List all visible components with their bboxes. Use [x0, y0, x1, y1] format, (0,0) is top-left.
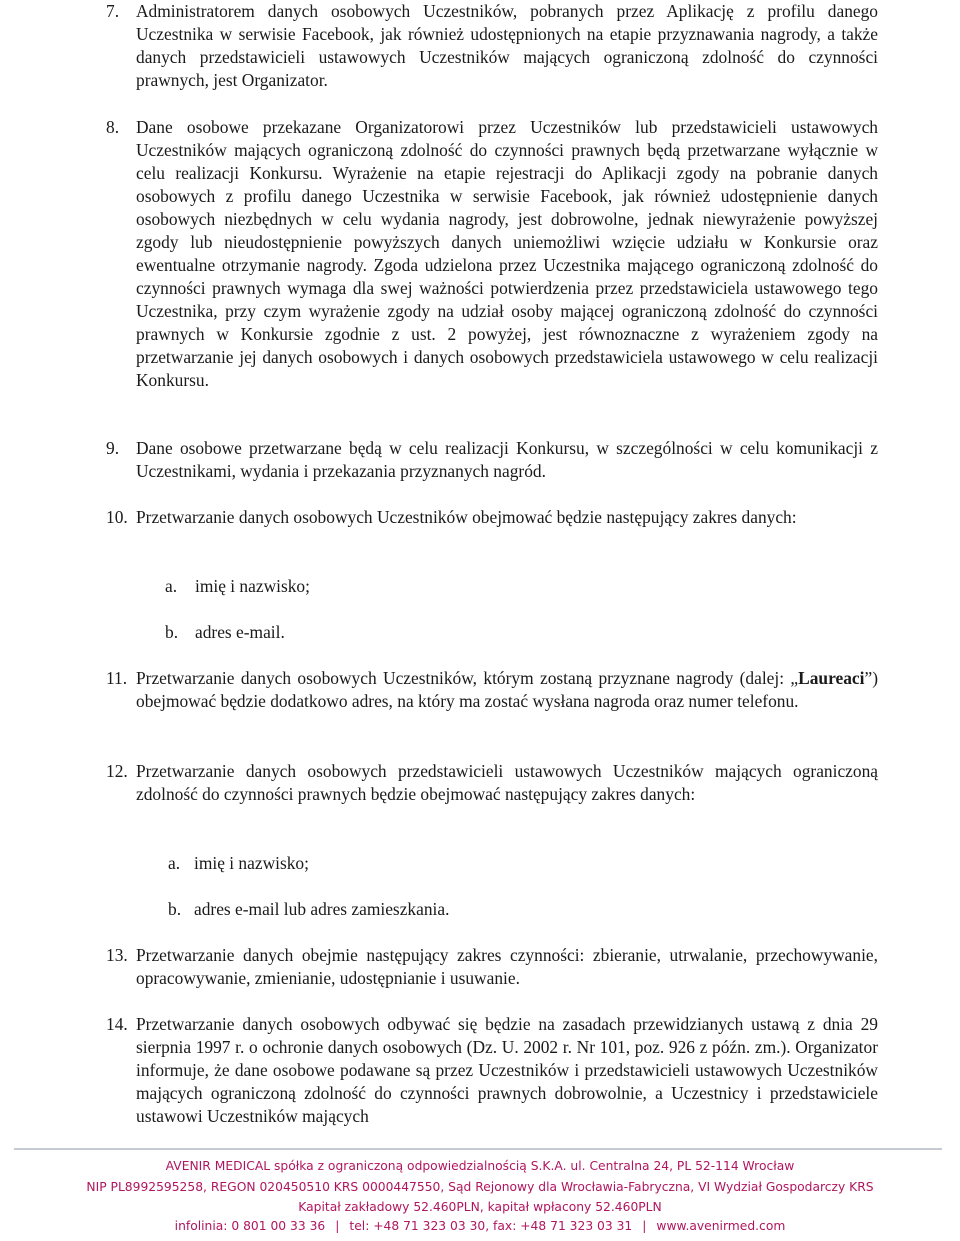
- paragraph-text: Przetwarzanie danych osobowych Uczestników obejmować będzie następujący zakres danych:: [136, 507, 797, 527]
- paragraph-text: Przetwarzanie danych osobowych odbywać się będzie na zasadach przewidzianych ustawą z dnia 29 sierpnia 1997 r. o ochronie danych osobowych (Dz. U. 2002 r. Nr 101, poz. 926 z późn. zm.). Organizator informuje, że dane osobowe podawane są przez Uczestników i przedstawicieli ustawowych Uczestników mających ograniczoną zdolność do czynności prawnych dobrowolnie, a Uczestnicy i przedstawiciele ustawowi Uczestników mających: [136, 1014, 878, 1126]
- paragraph-text-before: Przetwarzanie danych osobowych Uczestników, którym zostaną przyznane nagrody (dalej: „: [136, 668, 799, 688]
- paragraph-text: Przetwarzanie danych osobowych przedstawicieli ustawowych Uczestników mających ograniczoną zdolność do czynności prawnych będzie obejmować następujący zakres danych:: [136, 761, 878, 804]
- paragraph-number: 8.: [106, 117, 120, 137]
- paragraph-text: Dane osobowe przekazane Organizatorowi przez Uczestników lub przedstawicieli ustawowych Uczestników mających ograniczoną zdolność do czynności prawnych będą przetwarzane wyłącznie w celu realizacji Konkursu. Wyrażenie na etapie rejestracji do Aplikacji zgody na pobranie danych osobowych z profilu danego Uczestnika w serwisie Facebook, jak również udostępnienie danych osobowych niezbędnych w celu wydania nagrody, jest dobrowolne, jednak niewyrażenie powyższej zgody lub nieudostępnienie powyższych danych uniemożliwi wzięcie udziału w Konkursie oraz ewentualne otrzymanie nagrody. Zgoda udzielona przez Uczestnika mającego ograniczoną zdolność do czynności prawnych wymaga dla swej ważności potwierdzenia przez przedstawiciela ustawowego tego Uczestnika, przy czym wyrażenie zgody na udział osoby mającej ograniczoną zdolność do czynności prawnych w Konkursie zgodnie z ust. 2 powyżej, jest równoznaczne z wyrażeniem zgody na przetwarzanie jej danych osobowych i danych osobowych przedstawiciela ustawowego w celu realizacji Konkursu.: [136, 117, 878, 390]
- paragraph-number: 9.: [106, 438, 120, 458]
- paragraph-number: 13.: [106, 945, 128, 965]
- list-item-text: imię i nazwisko;: [194, 853, 309, 873]
- paragraph-text: Dane osobowe przetwarzane będą w celu realizacji Konkursu, w szczególności w celu komunikacji z Uczestnikami, wydania i przekazania przyznanych nagród.: [136, 438, 878, 481]
- list-item-text: imię i nazwisko;: [195, 576, 310, 596]
- paragraph-text: Administratorem danych osobowych Uczestników, pobranych przez Aplikację z profilu danego Uczestnika w serwisie Facebook, jak również udostępnionych na etapie przyznawania nagrody, a także danych przedstawicieli ustawowych Uczestników mających ograniczoną zdolność do czynności prawnych, jest Organizator.: [136, 1, 878, 90]
- footer-contact-line: [0, 1218, 960, 1234]
- paragraph-number: 14.: [106, 1014, 128, 1034]
- paragraph-number: 12.: [106, 761, 128, 781]
- paragraph-number: 7.: [106, 1, 120, 21]
- footer-registry-line: NIP PL8992595258, REGON 020450510 KRS 0000447550, Sąd Rejonowy dla Wrocławia-Fabryczna, VI Wydział Gospodarczy KRS: [86, 1180, 874, 1194]
- footer-infoline: infolinia: 0 801 00 33 36: [174, 1219, 326, 1233]
- paragraph-text: [136, 667, 878, 713]
- list-item-letter: a.: [165, 576, 178, 596]
- footer-separator: |: [642, 1219, 647, 1233]
- footer-separator: |: [335, 1219, 340, 1233]
- footer-tel-fax: tel: +48 71 323 03 30, fax: +48 71 323 03 31: [349, 1219, 633, 1233]
- list-item-letter: b.: [165, 622, 179, 642]
- paragraph-number: 11.: [106, 668, 128, 688]
- paragraph-text: Przetwarzanie danych obejmie następujący zakres czynności: zbieranie, utrwalanie, przechowywanie, opracowywanie, zmienianie, udostępnianie i usuwanie.: [136, 945, 878, 988]
- list-item-letter: b.: [168, 899, 182, 919]
- paragraph-number: 10.: [106, 507, 128, 527]
- paragraph-text-after: ”) obejmować będzie dodatkowo adres, na który ma zostać wysłana nagroda oraz numer telefonu.: [136, 668, 878, 711]
- footer-capital-line: Kapitał zakładowy 52.460PLN, kapitał wpłacony 52.460PLN: [298, 1200, 662, 1214]
- list-item-text: adres e-mail.: [195, 622, 285, 642]
- list-item-letter: a.: [168, 853, 181, 873]
- footer-divider: [14, 1148, 942, 1150]
- footer-company-line: AVENIR MEDICAL spółka z ograniczoną odpowiedzialnością S.K.A. ul. Centralna 24, PL 52-114 Wrocław: [165, 1159, 795, 1173]
- footer-website-link[interactable]: www.avenirmed.com: [656, 1219, 786, 1233]
- list-item-text: adres e-mail lub adres zamieszkania.: [194, 899, 450, 919]
- laureaci-term: Laureaci: [798, 668, 865, 688]
